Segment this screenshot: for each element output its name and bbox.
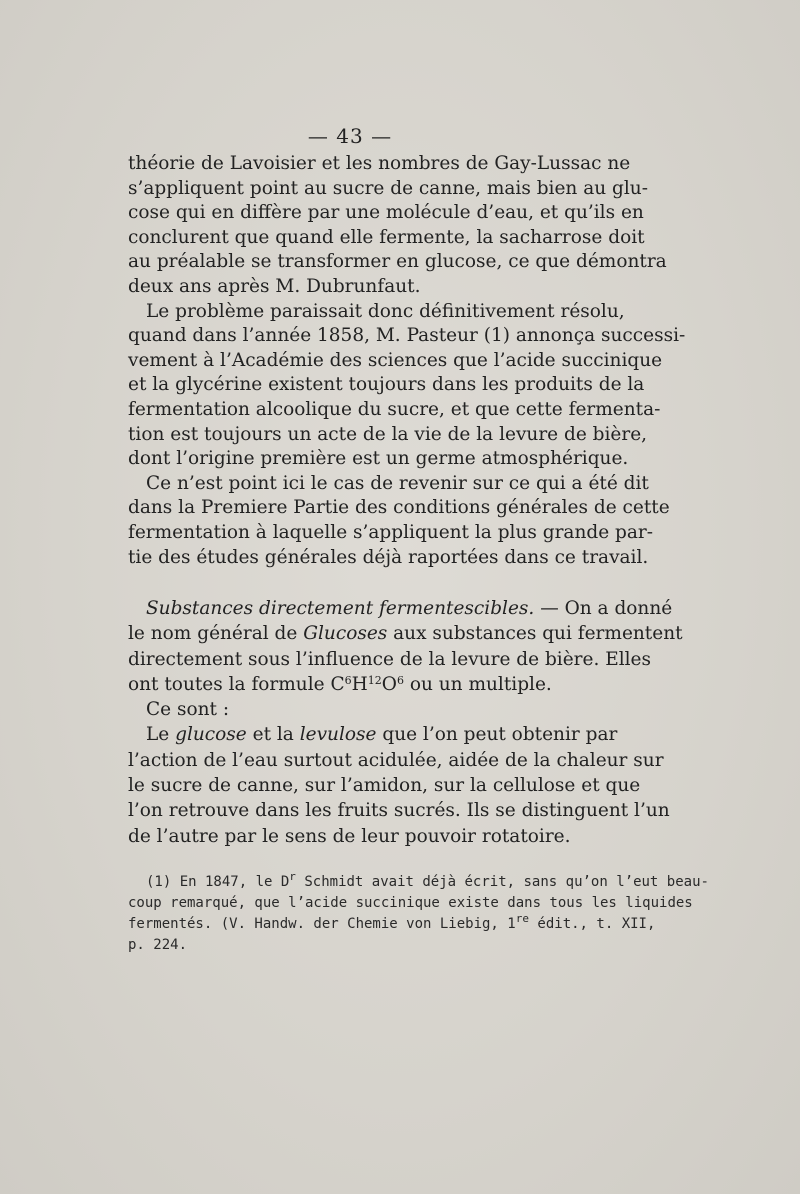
text-line: fermentation alcoolique du sucre, et que cette fermenta- — [128, 398, 661, 420]
text-line: le sucre de canne, sur l’amidon, sur la cellulose et que — [128, 775, 641, 797]
text-line: Le problème paraissait donc définitivement résolu, — [146, 300, 625, 322]
text-line: cose qui en diffère par une molécule d’eau, et qu’ils en — [128, 202, 644, 224]
subscript: 6 — [396, 673, 404, 687]
text-line: tion est toujours un acte de la vie de la levure de bière, — [128, 423, 648, 445]
text-line: quand dans l’année 1858, M. Pasteur (1) annonça successi- — [128, 325, 686, 347]
text-line: l’on retrouve dans les fruits sucrés. Ils se distinguent l’un — [128, 800, 670, 822]
text-line — [128, 621, 683, 646]
text-fragment: (1) En 1847, le D — [146, 874, 290, 890]
chemical-formula-line — [128, 672, 582, 697]
text-line: dans la Premiere Partie des conditions générales de cette — [128, 497, 670, 519]
text-line: directement sous l’influence de la levure de bière. Elles — [128, 648, 651, 670]
text-line: théorie de Lavoisier et les nombres de Gay-Lussac ne — [128, 153, 631, 174]
subscript: 12 — [367, 673, 382, 687]
text-fragment: — On a donné — [540, 598, 673, 619]
text-line: s’appliquent point au sucre de canne, mais bien au glu- — [128, 177, 648, 199]
text-fragment: aux substances qui fermentent — [387, 623, 683, 645]
text-fragment: et la — [246, 724, 300, 746]
text-fragment: fermentés. (V. Handw. der Chemie von Liebig, 1 — [128, 916, 516, 932]
text-fragment: Le — [146, 724, 176, 746]
text-line: Ce n’est point ici le cas de revenir sur ce qui a été dit — [146, 472, 649, 494]
text-line: dont l’origine première est un germe atmosphérique. — [128, 448, 629, 470]
text-fragment: ou un multiple. — [403, 673, 552, 695]
text-line: vement à l’Académie des sciences que l’acide succinique — [128, 349, 663, 371]
text-line: deux ans après M. Dubrunfaut. — [128, 275, 421, 297]
text-line: conclurent que quand elle fermente, la sacharrose doit — [128, 226, 645, 248]
term-glucose: glucose — [175, 724, 247, 746]
text-line: de l’autre par le sens de leur pouvoir rotatoire. — [128, 825, 571, 847]
text-fragment: le nom général de — [128, 623, 304, 645]
text-line: l’action de l’eau surtout acidulée, aidée de la chaleur sur — [128, 749, 664, 771]
text-fragment: O — [381, 673, 397, 695]
text-line: fermentation à laquelle s’appliquent la plus grande par- — [128, 521, 654, 543]
body-text — [128, 152, 686, 570]
text-line: tie des études générales déjà raportées dans ce travail. — [128, 546, 649, 568]
section-heading: Substances directement fermentescibles. — [146, 598, 535, 619]
superscript: re — [515, 912, 529, 925]
footnote-line: coup remarqué, que l’acide succinique existe dans tous les liquides — [128, 895, 693, 911]
superscript: r — [289, 870, 296, 883]
footnote-line — [128, 912, 656, 935]
term-levulose: levulose — [299, 724, 377, 746]
text-fragment: édit., t. XII, — [528, 916, 656, 932]
text-fragment: H — [351, 673, 368, 695]
footnote-line: p. 224. — [128, 937, 188, 953]
text-fragment: ont toutes la formule C — [128, 673, 345, 695]
footnote-line — [128, 870, 709, 893]
page-number: — 43 — — [307, 124, 393, 148]
section-fermentescibles — [128, 596, 683, 849]
text-line: au préalable se transformer en glucose, ce que démontra — [128, 251, 667, 273]
subscript: 6 — [344, 673, 352, 687]
term-glucoses: Glucoses — [303, 623, 388, 645]
footnote — [128, 870, 709, 956]
text-line: et la glycérine existent toujours dans les produits de la — [128, 374, 645, 396]
text-line: Ce sont : — [146, 699, 230, 721]
text-line — [128, 596, 673, 621]
text-line — [128, 722, 618, 747]
text-fragment: Schmidt avait déjà écrit, sans qu’on l’eut beau- — [295, 874, 709, 890]
text-fragment: que l’on peut obtenir par — [376, 724, 618, 746]
